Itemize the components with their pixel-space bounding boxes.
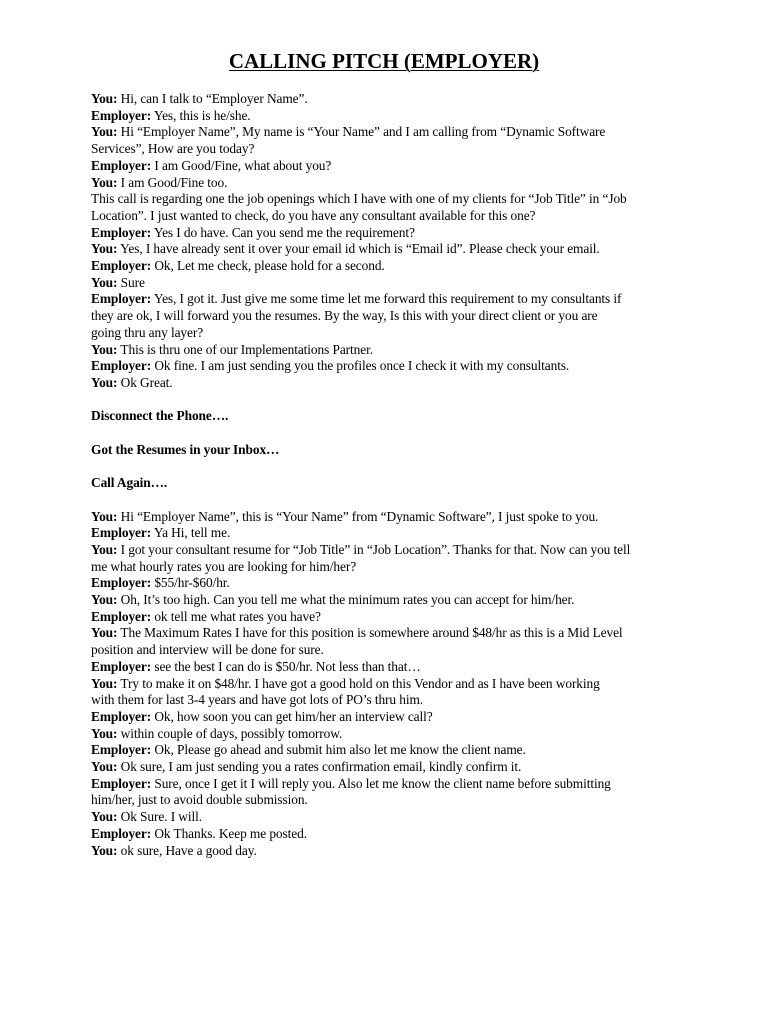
speaker-label: Employer: bbox=[91, 658, 152, 674]
dialogue-text: Ok, Let me check, please hold for a second. bbox=[151, 258, 385, 274]
speaker-label: Employer: bbox=[91, 291, 152, 307]
speaker-label: Employer: bbox=[91, 775, 152, 791]
dialogue-line bbox=[91, 726, 691, 743]
dialogue-line bbox=[91, 91, 691, 108]
dialogue-line bbox=[91, 275, 691, 292]
dialogue-text: Ok fine. I am just sending you the profiles once I check it with my consultants. bbox=[151, 358, 570, 374]
dialogue-text: within couple of days, possibly tomorrow. bbox=[117, 725, 343, 741]
dialogue-line bbox=[91, 659, 691, 676]
dialogue-text: I am Good/Fine too. bbox=[117, 174, 228, 190]
speaker-label: Employer: bbox=[91, 742, 152, 758]
dialogue-line bbox=[91, 609, 691, 626]
speaker-label: You: bbox=[91, 625, 118, 641]
dialogue-section-2 bbox=[91, 509, 691, 860]
speaker-label: You: bbox=[91, 541, 118, 557]
dialogue-text: Hi, can I talk to “Employer Name”. bbox=[117, 91, 308, 106]
speaker-label: You: bbox=[91, 341, 118, 357]
dialogue-text: Ok Great. bbox=[117, 374, 173, 390]
dialogue-text: position and interview will be done for sure. bbox=[91, 642, 324, 658]
dialogue-line bbox=[91, 692, 691, 709]
speaker-label: You: bbox=[91, 241, 118, 257]
dialogue-line bbox=[91, 258, 691, 275]
dialogue-line bbox=[91, 542, 691, 559]
dialogue-line bbox=[91, 809, 691, 826]
dialogue-text: This call is regarding one the job openings which I have with one of my clients for “Job Title” in “Job bbox=[91, 191, 627, 207]
speaker-label: You: bbox=[91, 809, 118, 825]
speaker-label: Employer: bbox=[91, 258, 152, 274]
dialogue-line bbox=[91, 792, 691, 809]
dialogue-line bbox=[91, 175, 691, 192]
dialogue-text: I got your consultant resume for “Job Title” in “Job Location”. Thanks for that. Now can you tell bbox=[117, 541, 631, 557]
dialogue-line bbox=[91, 759, 691, 776]
dialogue-line bbox=[91, 225, 691, 242]
dialogue-text: Location”. I just wanted to check, do you have any consultant available for this one? bbox=[91, 207, 536, 223]
dialogue-line bbox=[91, 158, 691, 175]
speaker-label: Employer: bbox=[91, 575, 152, 591]
dialogue-text: This is thru one of our Implementations Partner. bbox=[117, 341, 373, 357]
dialogue-text: ok sure, Have a good day. bbox=[117, 842, 257, 858]
dialogue-line bbox=[91, 141, 691, 158]
dialogue-line bbox=[91, 291, 691, 308]
speaker-label: You: bbox=[91, 374, 118, 390]
dialogue-line bbox=[91, 375, 691, 392]
dialogue-text: Hi “Employer Name”, this is “Your Name” from “Dynamic Software”, I just spoke to you. bbox=[117, 508, 599, 524]
spacer bbox=[91, 492, 691, 509]
speaker-label: Employer: bbox=[91, 157, 152, 173]
speaker-label: You: bbox=[91, 675, 118, 691]
dialogue-section-1 bbox=[91, 91, 691, 392]
dialogue-text: $55/hr-$60/hr. bbox=[151, 575, 230, 591]
dialogue-line bbox=[91, 208, 691, 225]
dialogue-line bbox=[91, 308, 691, 325]
instruction-call-again: Call Again…. bbox=[91, 475, 168, 491]
speaker-label: Employer: bbox=[91, 525, 152, 541]
speaker-label: Employer: bbox=[91, 107, 152, 123]
dialogue-line bbox=[91, 241, 691, 258]
dialogue-text: Ok, how soon you can get him/her an interview call? bbox=[151, 708, 433, 724]
dialogue-text: Ok sure, I am just sending you a rates confirmation email, kindly confirm it. bbox=[117, 759, 522, 775]
dialogue-line bbox=[91, 642, 691, 659]
document-body bbox=[91, 91, 691, 859]
dialogue-text: Yes, I have already sent it over your email id which is “Email id”. Please check your email. bbox=[117, 241, 600, 257]
dialogue-text: Oh, It’s too high. Can you tell me what the minimum rates you can accept for him/her. bbox=[117, 592, 575, 608]
dialogue-line bbox=[91, 124, 691, 141]
dialogue-text: I am Good/Fine, what about you? bbox=[151, 157, 332, 173]
speaker-label: Employer: bbox=[91, 224, 152, 240]
dialogue-line bbox=[91, 776, 691, 793]
speaker-label: You: bbox=[91, 508, 118, 524]
dialogue-line bbox=[91, 843, 691, 860]
speaker-label: You: bbox=[91, 592, 118, 608]
dialogue-line bbox=[91, 575, 691, 592]
speaker-label: Employer: bbox=[91, 708, 152, 724]
instruction-disconnect: Disconnect the Phone…. bbox=[91, 408, 229, 424]
dialogue-line bbox=[91, 191, 691, 208]
dialogue-text: they are ok, I will forward you the resumes. By the way, Is this with your direct client or you are bbox=[91, 308, 598, 324]
dialogue-text: him/her, just to avoid double submission. bbox=[91, 792, 308, 808]
speaker-label: You: bbox=[91, 91, 118, 106]
dialogue-line bbox=[91, 625, 691, 642]
dialogue-line bbox=[91, 709, 691, 726]
dialogue-line bbox=[91, 108, 691, 125]
speaker-label: You: bbox=[91, 842, 118, 858]
spacer bbox=[91, 458, 691, 475]
dialogue-line bbox=[91, 525, 691, 542]
speaker-label: Employer: bbox=[91, 608, 152, 624]
speaker-label: You: bbox=[91, 174, 118, 190]
dialogue-text: Try to make it on $48/hr. I have got a good hold on this Vendor and as I have been working bbox=[117, 675, 600, 691]
dialogue-text: Sure, once I get it I will reply you. Also let me know the client name before submitting bbox=[151, 775, 611, 791]
dialogue-text: ok tell me what rates you have? bbox=[151, 608, 321, 624]
dialogue-text: with them for last 3-4 years and have got lots of PO’s thru him. bbox=[91, 692, 424, 708]
dialogue-line bbox=[91, 325, 691, 342]
dialogue-text: see the best I can do is $50/hr. Not less than that… bbox=[151, 658, 421, 674]
speaker-label: You: bbox=[91, 124, 118, 140]
dialogue-line bbox=[91, 742, 691, 759]
dialogue-text: Yes I do have. Can you send me the requirement? bbox=[151, 224, 415, 240]
dialogue-text: Yes, I got it. Just give me some time let me forward this requirement to my consultants if bbox=[151, 291, 622, 307]
spacer bbox=[91, 425, 691, 442]
dialogue-line bbox=[91, 358, 691, 375]
speaker-label: You: bbox=[91, 725, 118, 741]
dialogue-line bbox=[91, 559, 691, 576]
speaker-label: You: bbox=[91, 759, 118, 775]
dialogue-text: going thru any layer? bbox=[91, 324, 204, 340]
dialogue-text: Services”, How are you today? bbox=[91, 141, 255, 157]
speaker-label: Employer: bbox=[91, 825, 152, 841]
dialogue-text: The Maximum Rates I have for this position is somewhere around $48/hr as this is a Mid Level bbox=[117, 625, 623, 641]
dialogue-text: Yes, this is he/she. bbox=[151, 107, 251, 123]
dialogue-text: Ok Sure. I will. bbox=[117, 809, 202, 825]
instruction-resumes: Got the Resumes in your Inbox… bbox=[91, 441, 280, 457]
dialogue-text: Hi “Employer Name”, My name is “Your Name” and I am calling from “Dynamic Software bbox=[117, 124, 606, 140]
dialogue-line bbox=[91, 342, 691, 359]
dialogue-line bbox=[91, 592, 691, 609]
dialogue-line bbox=[91, 826, 691, 843]
dialogue-line bbox=[91, 509, 691, 526]
dialogue-text: Ya Hi, tell me. bbox=[151, 525, 231, 541]
dialogue-line bbox=[91, 676, 691, 693]
speaker-label: Employer: bbox=[91, 358, 152, 374]
spacer bbox=[91, 392, 691, 409]
speaker-label: You: bbox=[91, 274, 118, 290]
dialogue-text: Ok Thanks. Keep me posted. bbox=[151, 825, 307, 841]
page-title: CALLING PITCH (EMPLOYER) bbox=[228, 49, 540, 73]
dialogue-text: me what hourly rates you are looking for him/her? bbox=[91, 558, 357, 574]
dialogue-text: Ok, Please go ahead and submit him also let me know the client name. bbox=[151, 742, 526, 758]
dialogue-text: Sure bbox=[117, 274, 145, 290]
